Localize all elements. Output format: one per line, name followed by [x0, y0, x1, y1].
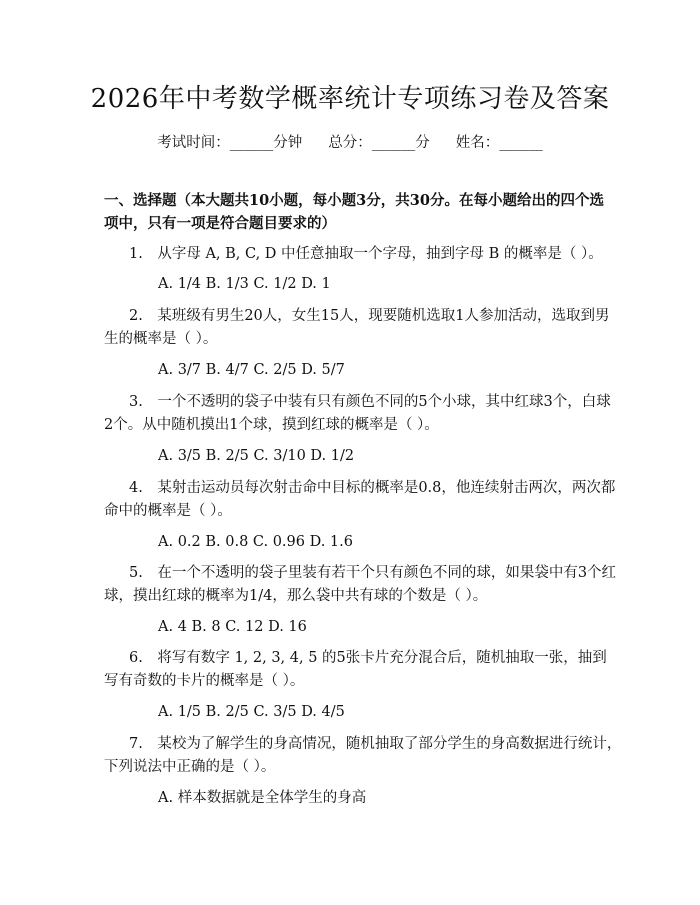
question-3-options: A. 3/5 B. 2/5 C. 3/10 D. 1/2 — [158, 448, 355, 464]
question-1-options: A. 1/4 B. 1/3 C. 1/2 D. 1 — [158, 276, 331, 292]
question-1-text: 1. 从字母 A, B, C, D 中任意抽取一个字母，抽到字母 B 的概率是（ ）。 — [129, 246, 603, 262]
total-score-field: 总分：______分 — [328, 135, 430, 151]
exam-info-line — [0, 131, 700, 152]
page-title: 2026年中考数学概率统计专项练习卷及答案 — [90, 84, 610, 114]
question-6-options: A. 1/5 B. 2/5 C. 3/5 D. 4/5 — [158, 704, 345, 720]
section-heading — [104, 189, 604, 235]
question-4-options: A. 0.2 B. 0.8 C. 0.96 D. 1.6 — [158, 534, 353, 550]
section-heading-line-1: 一、选择题（本大题共10小题，每小题3分，共30分。在每小题给出的四个选 — [104, 192, 604, 209]
question-7-text: 7. 某校为了解学生的身高情况，随机抽取了部分学生的身高数据进行统计， — [129, 736, 622, 752]
question-3-text-cont: 2个。从中随机摸出1个球，摸到红球的概率是（ ）。 — [104, 417, 439, 433]
question-7-text-cont: 下列说法中正确的是（ ）。 — [104, 759, 276, 775]
question-6-text-cont: 写有奇数的卡片的概率是（ ）。 — [104, 673, 305, 689]
question-5-options: A. 4 B. 8 C. 12 D. 16 — [158, 619, 307, 635]
question-7-option-a: A. 样本数据就是全体学生的身高 — [158, 790, 367, 806]
question-4-text: 4. 某射击运动员每次射击命中目标的概率是0.8，他连续射击两次，两次都 — [129, 480, 616, 496]
question-6-text: 6. 将写有数字 1, 2, 3, 4, 5 的5张卡片充分混合后，随机抽取一张，抽到 — [129, 650, 607, 666]
question-4-text-cont: 命中的概率是（ ）。 — [104, 503, 232, 519]
question-2-text-cont: 生的概率是（ ）。 — [104, 331, 218, 347]
question-2-options: A. 3/7 B. 4/7 C. 2/5 D. 5/7 — [158, 362, 345, 378]
question-2-text: 2. 某班级有男生20人，女生15人，现要随机选取1人参加活动，选取到男 — [129, 308, 610, 324]
question-3-text: 3. 一个不透明的袋子中装有只有颜色不同的5个小球，其中红球3个，白球 — [129, 394, 611, 410]
name-field: 姓名：______ — [455, 135, 543, 151]
exam-time-field: 考试时间：______分钟 — [157, 135, 303, 151]
section-heading-line-2: 项中，只有一项是符合题目要求的） — [104, 215, 336, 232]
question-5-text-cont: 球，摸出红球的概率为1/4，那么袋中共有球的个数是（ ）。 — [104, 588, 488, 604]
question-5-text: 5. 在一个不透明的袋子里装有若干个只有颜色不同的球，如果袋中有3个红 — [129, 565, 617, 581]
